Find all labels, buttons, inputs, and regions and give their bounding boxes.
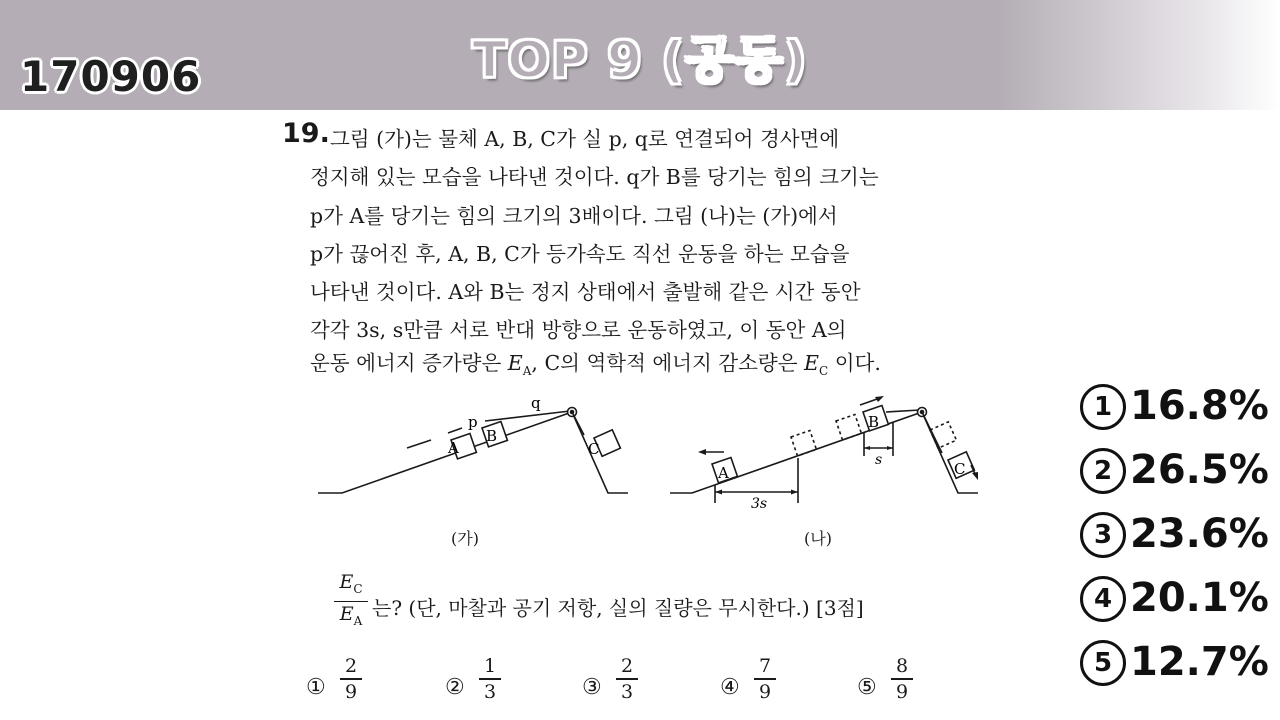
choice-5-den: 9 — [895, 680, 909, 703]
figure-ga — [310, 390, 640, 515]
response-rate-4-value: 20.1% — [1130, 575, 1269, 621]
question-line-6: 각각 3s, s만큼 서로 반대 방향으로 운동하였고, 이 동안 A의 — [310, 318, 847, 342]
exam-code: 170906 — [20, 52, 202, 101]
response-rate-1 — [1080, 383, 1269, 430]
choice-2-mark: ② — [445, 675, 465, 700]
frac-den-symbol: E — [339, 603, 354, 626]
choice-4-den: 9 — [758, 680, 772, 703]
question-line-3: p가 A를 당기는 힘의 크기의 3배이다. 그림 (나)는 (가)에서 — [310, 204, 838, 228]
line7-text-a: 운동 에너지 증가량은 — [310, 351, 508, 375]
choice-5-bar — [891, 678, 913, 680]
response-rate-5 — [1080, 639, 1269, 686]
figure-na-caption: (나) — [804, 529, 832, 548]
question-number: 19. — [282, 118, 330, 149]
choice-2-fraction — [479, 655, 501, 703]
figure-na — [660, 390, 990, 515]
choice-5-num: 8 — [895, 655, 909, 677]
response-rate-5-mark: 5 — [1080, 640, 1126, 686]
fig-na-label-s: s — [875, 452, 883, 468]
response-rate-2-value: 26.5% — [1130, 447, 1269, 493]
response-rate-4-mark: 4 — [1080, 576, 1126, 622]
fig-ga-label-B: B — [486, 427, 498, 445]
choice-1-den: 9 — [344, 680, 358, 703]
fig-ga-label-p: p — [468, 413, 478, 431]
choice-3-num: 2 — [620, 655, 634, 677]
fig-na-label-C: C — [954, 460, 966, 478]
choice-3-den: 3 — [620, 680, 634, 703]
prompt-frac-numerator — [334, 571, 368, 600]
frac-den-sub: A — [353, 614, 363, 629]
question-line-5: 나타낸 것이다. A와 B는 정지 상태에서 출발해 같은 시간 동안 — [310, 280, 861, 304]
energy-c-subscript: C — [819, 364, 829, 379]
choice-4-mark: ④ — [720, 675, 740, 700]
choice-4-num: 7 — [758, 655, 772, 677]
fraction-bar — [334, 601, 368, 603]
energy-a-symbol: E — [507, 351, 523, 375]
prompt-frac-denominator — [334, 603, 368, 632]
fig-na-label-A: A — [718, 464, 729, 482]
response-rate-5-value: 12.7% — [1130, 639, 1269, 685]
response-rate-2-mark: 2 — [1080, 448, 1126, 494]
fig-ga-label-C: C — [588, 440, 600, 458]
banner-title: TOP 9 (공동) — [472, 31, 808, 89]
response-rate-1-value: 16.8% — [1130, 383, 1269, 429]
choice-2-num: 1 — [483, 655, 497, 677]
response-rate-2 — [1080, 447, 1269, 494]
choice-1-bar — [340, 678, 362, 680]
choice-3-bar — [616, 678, 638, 680]
choice-2-bar — [479, 678, 501, 680]
energy-a-subscript: A — [522, 364, 532, 379]
frac-num-symbol: E — [339, 571, 354, 593]
choice-1-mark: ① — [306, 675, 326, 700]
response-rate-1-mark: 1 — [1080, 384, 1126, 430]
figure-ga-caption: (가) — [451, 529, 479, 548]
fig-ga-label-q: q — [531, 394, 541, 412]
response-rate-4 — [1080, 575, 1269, 622]
fig-na-label-3s: 3s — [751, 496, 768, 512]
question-line-2: 정지해 있는 모습을 나타낸 것이다. q가 B를 당기는 힘의 크기는 — [310, 165, 879, 189]
prompt-text: 는? (단, 마찰과 공기 저항, 실의 질량은 무시한다.) [3점] — [372, 596, 864, 620]
choice-2-den: 3 — [483, 680, 497, 703]
choice-1-fraction — [340, 655, 362, 703]
prompt-fraction — [334, 571, 368, 632]
choice-5-fraction — [891, 655, 913, 703]
choice-1-num: 2 — [344, 655, 358, 677]
response-rate-3-value: 23.6% — [1130, 511, 1269, 557]
line7-text-c: 이다. — [828, 351, 881, 375]
response-rate-3 — [1080, 511, 1269, 558]
choice-4-bar — [754, 678, 776, 680]
fig-ga-label-A: A — [448, 439, 459, 457]
line7-text-b: , C의 역학적 에너지 감소량은 — [531, 351, 805, 375]
fig-na-label-B: B — [868, 413, 880, 431]
frac-num-sub: C — [353, 581, 363, 596]
question-line-7 — [310, 346, 881, 378]
choice-3-fraction — [616, 655, 638, 703]
choice-3-mark: ③ — [582, 675, 602, 700]
energy-c-symbol: E — [804, 351, 820, 375]
response-rate-3-mark: 3 — [1080, 512, 1126, 558]
question-line-4: p가 끊어진 후, A, B, C가 등가속도 직선 운동을 하는 모습을 — [310, 242, 850, 266]
choice-5-mark: ⑤ — [857, 675, 877, 700]
question-line-1: 그림 (가)는 물체 A, B, C가 실 p, q로 연결되어 경사면에 — [330, 127, 840, 151]
choice-4-fraction — [754, 655, 776, 703]
